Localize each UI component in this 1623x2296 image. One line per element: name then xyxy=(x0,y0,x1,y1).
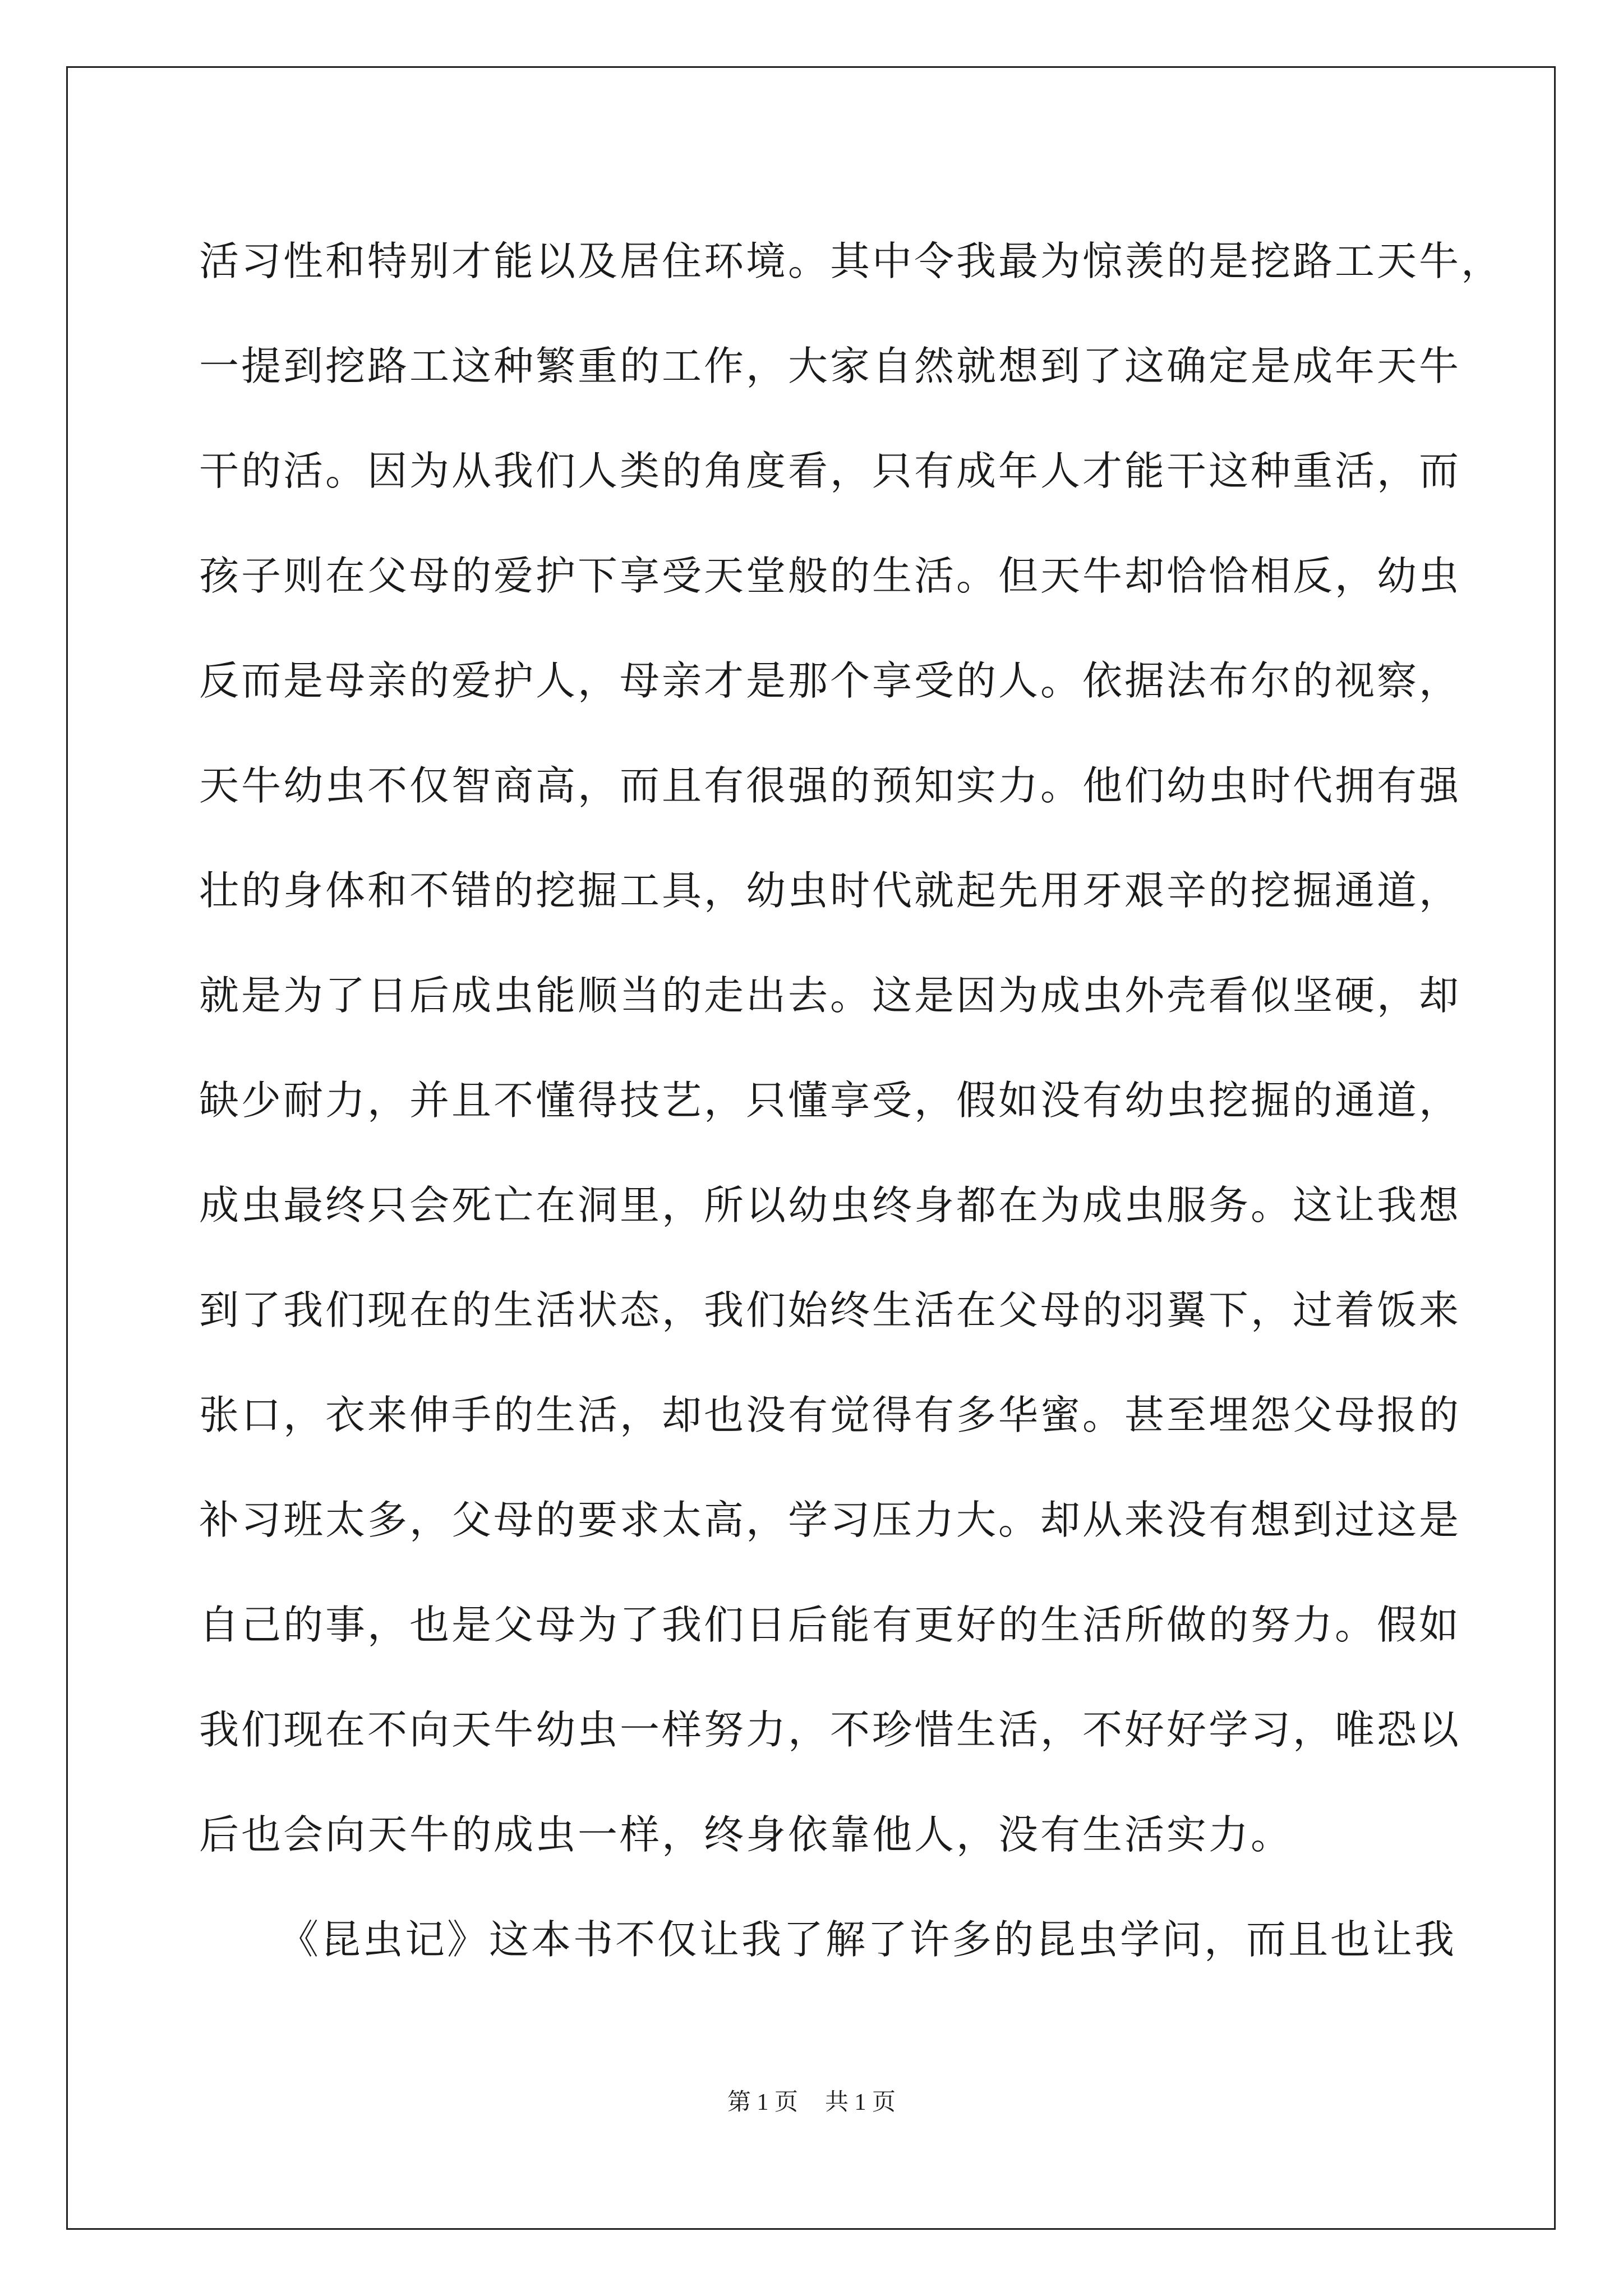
document-body xyxy=(199,209,1504,1992)
text-line: 干的活。因为从我们人类的角度看，只有成年人才能干这种重活，而 xyxy=(199,448,1461,494)
page-footer xyxy=(0,2086,1623,2119)
page-number: 第 1 页 xyxy=(727,2090,798,2115)
text-line: 补习班太多，父母的要求太高，学习压力大。却从来没有想到过这是 xyxy=(199,1497,1461,1543)
text-line: 我们现在不向天牛幼虫一样努力，不珍惜生活，不好好学习，唯恐以 xyxy=(199,1706,1461,1753)
text-line: 缺少耐力，并且不懂得技艺，只懂享受，假如没有幼虫挖掘的通道， xyxy=(199,1077,1461,1124)
text-line: 《昆虫记》这本书不仅让我了解了许多的昆虫学问，而且也让我 xyxy=(279,1916,1457,1963)
text-line: 就是为了日后成虫能顺当的走出去。这是因为成虫外壳看似坚硬，却 xyxy=(199,972,1461,1019)
text-line: 活习性和特别才能以及居住环境。其中令我最为惊羡的是挖路工天牛， xyxy=(199,238,1504,284)
text-line: 一提到挖路工这种繁重的工作，大家自然就想到了这确定是成年天牛 xyxy=(199,343,1461,389)
text-line: 孩子则在父母的爱护下享受天堂般的生活。但天牛却恰恰相反，幼虫 xyxy=(199,553,1461,599)
text-line: 壮的身体和不错的挖掘工具，幼虫时代就起先用牙艰辛的挖掘通道， xyxy=(199,867,1461,914)
text-line: 自己的事，也是父母为了我们日后能有更好的生活所做的努力。假如 xyxy=(199,1602,1461,1648)
text-line: 张口，衣来伸手的生活，却也没有觉得有多华蜜。甚至埋怨父母报的 xyxy=(199,1392,1461,1438)
text-line: 反而是母亲的爱护人，母亲才是那个享受的人。依据法布尔的视察， xyxy=(199,657,1461,704)
text-line: 天牛幼虫不仅智商高，而且有很强的预知实力。他们幼虫时代拥有强 xyxy=(199,762,1461,809)
text-line: 到了我们现在的生活状态，我们始终生活在父母的羽翼下，过着饭来 xyxy=(199,1287,1461,1333)
page-total: 共 1 页 xyxy=(825,2090,896,2115)
text-line: 成虫最终只会死亡在洞里，所以幼虫终身都在为成虫服务。这让我想 xyxy=(199,1182,1461,1228)
text-line: 后也会向天牛的成虫一样，终身依靠他人，没有生活实力。 xyxy=(199,1811,1293,1858)
